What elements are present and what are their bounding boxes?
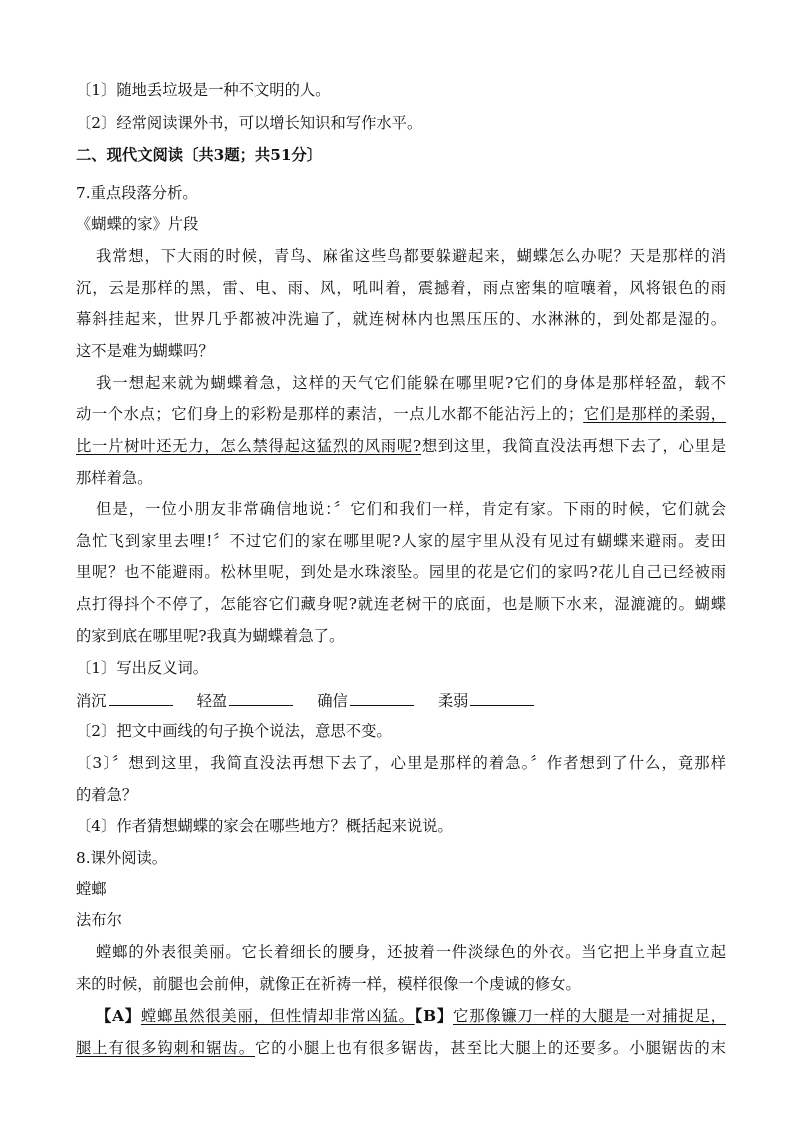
passage-line: 我一想起来就为蝴蝶着急，这样的天气它们能躲在哪里呢?它们的身体是那样轻盈，载不 bbox=[96, 374, 726, 392]
underlined-sentence-a: 螳螂虽然很美丽，但性情却非常凶猛。 bbox=[140, 1007, 415, 1025]
section-heading: 二、现代文阅读〔共3题；共51分〕 bbox=[76, 146, 323, 164]
prev-question-item-1: 〔1〕随地丢垃圾是一种不文明的人。 bbox=[76, 81, 331, 99]
antonym-word: 柔弱 bbox=[437, 692, 469, 710]
passage-line: 但是，一位小朋友非常确信地说：〞它们和我们一样，肯定有家。下雨的时候，它们就会 bbox=[96, 500, 726, 518]
passage-line: 里呢？也不能避雨。松林里呢，到处是水珠滚坠。园里的花是它们的家吗?花儿自己已经被雨 bbox=[76, 563, 726, 581]
antonym-word: 消沉 bbox=[76, 692, 107, 710]
passage-line: 那样着急。 bbox=[76, 469, 153, 487]
answer-blank[interactable] bbox=[109, 690, 173, 706]
passage-line: 螳螂的外表很美丽。它长着细长的腰身，还披着一件淡绿色的外衣。当它把上半身直立起 bbox=[96, 943, 726, 961]
underlined-sentence-b: 腿上有很多钩刺和锯齿。 bbox=[76, 1039, 256, 1057]
answer-blank[interactable] bbox=[470, 690, 534, 706]
passage-line: 这不是难为蝴蝶吗？ bbox=[76, 342, 214, 360]
passage-line bbox=[76, 1038, 726, 1058]
passage-text: 它的小腿上也有很多锯齿，甚至比大腿上的还要多。小腿锯齿的末 bbox=[255, 1039, 726, 1057]
passage-line: 急忙飞到家里去哩!〞不过它们的家在哪里呢?人家的屋宇里从没有见过有蝴蝶来避雨。麦田 bbox=[76, 532, 726, 550]
sub-question-4: 〔4〕作者猜想蝴蝶的家会在哪些地方？概括起来说说。 bbox=[76, 817, 453, 835]
antonym-word: 确信 bbox=[317, 692, 348, 710]
passage-line bbox=[96, 1006, 726, 1026]
passage-line: 沉，云是那样的黑，雷、电、雨、风，吼叫着，震撼着，雨点密集的喧嚷着，风将银色的雨 bbox=[76, 279, 726, 297]
passage-line bbox=[76, 436, 726, 456]
passage-line bbox=[76, 404, 726, 424]
article-author: 法布尔 bbox=[76, 911, 122, 929]
passage-line: 点打得抖个不停了，怎能容它们藏身呢?就连老树干的底面，也是顺下水来，湿漉漉的。蝴蝶 bbox=[76, 595, 726, 613]
passage-source: 《蝴蝶的家》片段 bbox=[76, 215, 199, 233]
prev-question-item-2: 〔2〕经常阅读课外书，可以增长知识和写作水平。 bbox=[76, 114, 423, 132]
passage-text: 动一个水点；它们身上的彩粉是那样的素洁，一点儿水都不能沾污上的； bbox=[76, 405, 584, 423]
passage-text: 想到这里，我简直没法再想下去了，心里是 bbox=[421, 437, 726, 455]
article-title: 螳螂 bbox=[76, 880, 107, 898]
antonym-row bbox=[76, 690, 726, 711]
answer-blank[interactable] bbox=[350, 690, 414, 706]
passage-line: 的家到底在哪里呢?我真为蝴蝶着急了。 bbox=[76, 627, 345, 645]
question-7-title: 7.重点段落分析。 bbox=[76, 184, 198, 202]
sub-question-2: 〔2〕把文中画线的句子换个说法，意思不变。 bbox=[76, 722, 392, 740]
passage-line: 来的时候，前腿也会前伸，就像正在祈祷一样，模样很像一个虔诚的修女。 bbox=[76, 975, 581, 993]
sub-question-1: 〔1〕写出反义词。 bbox=[76, 659, 209, 677]
passage-line: 我常想，下大雨的时候，青鸟、麻雀这些鸟都要躲避起来，蝴蝶怎么办呢？天是那样的消 bbox=[96, 247, 726, 265]
sub-question-3: 〔3〕〞想到这里，我简直没法再想下去了，心里是那样的着急。〞作者想到了什么，竟那样 bbox=[76, 754, 726, 772]
answer-blank[interactable] bbox=[229, 690, 293, 706]
sub-question-3-cont: 的着急？ bbox=[76, 786, 138, 804]
underlined-sentence: 比一片树叶还无力，怎么禁得起这猛烈的风雨呢? bbox=[76, 437, 422, 455]
passage-line: 幕斜挂起来，世界几乎都被冲洗遍了，就连树林内也黑压压的、水淋淋的，到处都是湿的。 bbox=[76, 310, 726, 328]
marker-a: 【A】 bbox=[96, 1007, 141, 1025]
underlined-sentence-b: 它那像镰刀一样的大腿是一对捕捉足， bbox=[453, 1007, 726, 1025]
underlined-sentence: 它们是那样的柔弱， bbox=[583, 405, 726, 423]
marker-b: 【B】 bbox=[414, 1007, 453, 1025]
antonym-word: 轻盈 bbox=[196, 692, 228, 710]
question-8-title: 8.课外阅读。 bbox=[76, 849, 168, 867]
